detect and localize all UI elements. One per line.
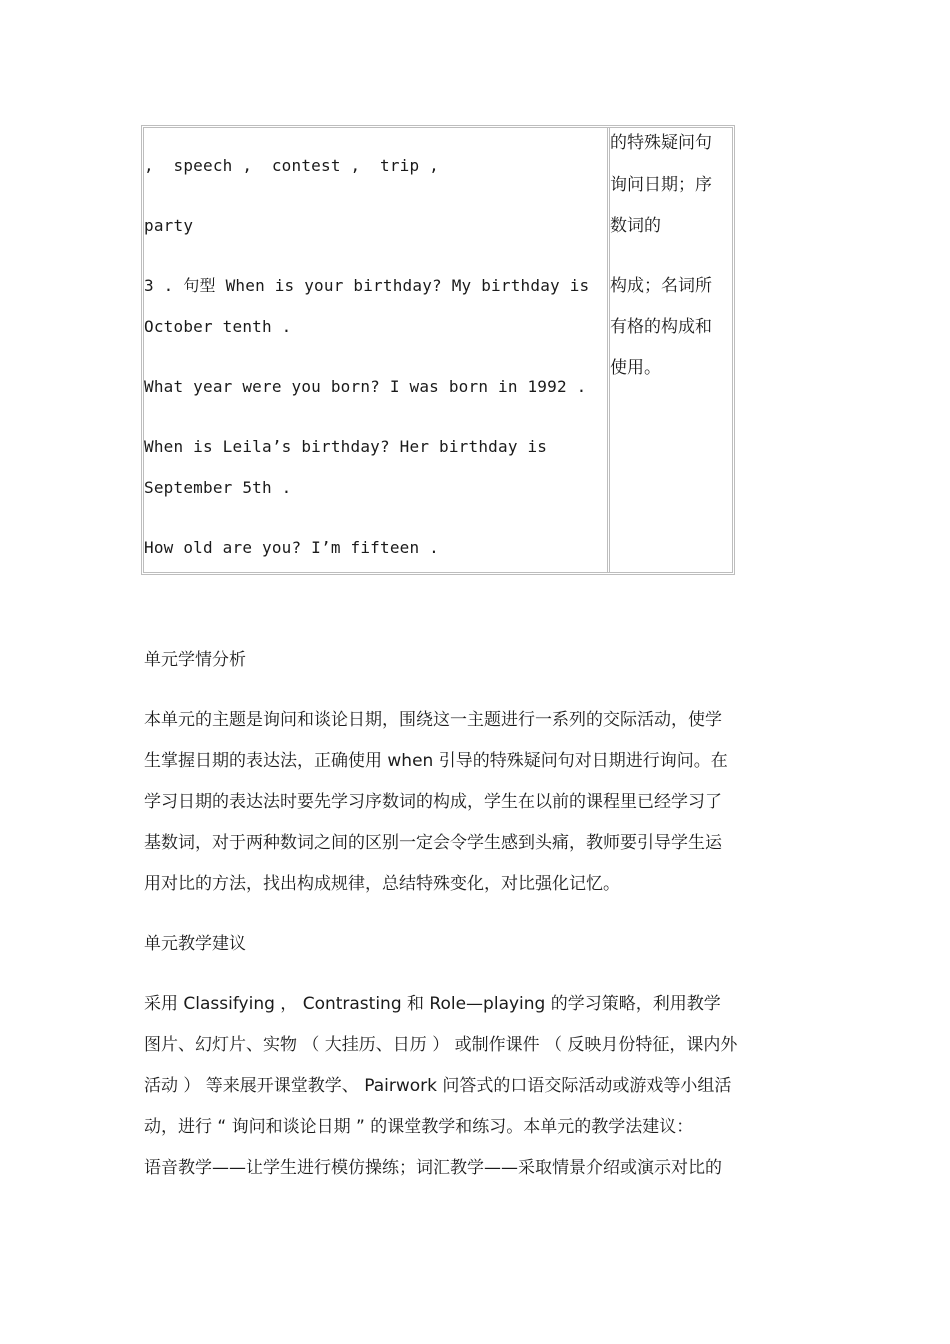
table-left-line: 3 . 句型 When is your birthday? My birthday is xyxy=(144,276,590,295)
analysis-line: 用对比的方法，找出构成规律，总结特殊变化，对比强化记忆。 xyxy=(144,874,620,894)
content-table xyxy=(141,125,735,575)
suggestion-line: 活动 ） 等来展开课堂教学、 Pairwork 问答式的口语交际活动或游戏等小组活 xyxy=(144,1076,732,1096)
table-right-line: 构成；名词所 xyxy=(610,276,712,296)
analysis-line: 生掌握日期的表达法，正确使用 when 引导的特殊疑问句对日期进行询问。在 xyxy=(144,751,728,771)
table-left-cell xyxy=(144,128,610,572)
table-right-cell xyxy=(610,128,732,572)
section-title-analysis: 单元学情分析 xyxy=(144,650,246,670)
table-right-line: 使用。 xyxy=(610,358,661,378)
table-left-line: September 5th . xyxy=(144,478,292,497)
analysis-line: 学习日期的表达法时要先学习序数词的构成，学生在以前的课程里已经学习了 xyxy=(144,792,722,812)
suggestion-line: 语音教学——让学生进行模仿操练；词汇教学——采取情景介绍或演示对比的 xyxy=(144,1158,722,1178)
table-left-line: When is Leila’s birthday? Her birthday is xyxy=(144,437,548,456)
analysis-line: 本单元的主题是询问和谈论日期，围绕这一主题进行一系列的交际活动，使学 xyxy=(144,710,722,730)
suggestion-line: 动，进行 “ 询问和谈论日期 ” 的课堂教学和练习。本单元的教学法建议： xyxy=(144,1117,694,1137)
section-title-suggestions: 单元教学建议 xyxy=(144,934,246,954)
table-right-line: 询问日期；序 xyxy=(610,175,712,195)
table-left-line: party xyxy=(144,216,194,235)
analysis-line: 基数词，对于两种数词之间的区别一定会令学生感到头痛，教师要引导学生运 xyxy=(144,833,722,853)
suggestion-line: 图片、幻灯片、实物 （ 大挂历、日历 ） 或制作课件 （ 反映月份特征，课内外 xyxy=(144,1035,738,1055)
table-right-line: 数词的 xyxy=(610,216,661,236)
table-left-line: How old are you? I’m fifteen . xyxy=(144,538,439,557)
table-left-line: What year were you born? I was born in 1992 . xyxy=(144,377,587,396)
suggestion-line: 采用 Classifying ， Contrasting 和 Role—playing 的学习策略，利用教学 xyxy=(144,994,721,1014)
table-right-line: 有格的构成和 xyxy=(610,317,712,337)
table-right-line: 的特殊疑问句 xyxy=(610,133,712,153)
table-left-line: , speech , contest , trip , xyxy=(144,156,439,175)
table-left-line: October tenth . xyxy=(144,317,292,336)
